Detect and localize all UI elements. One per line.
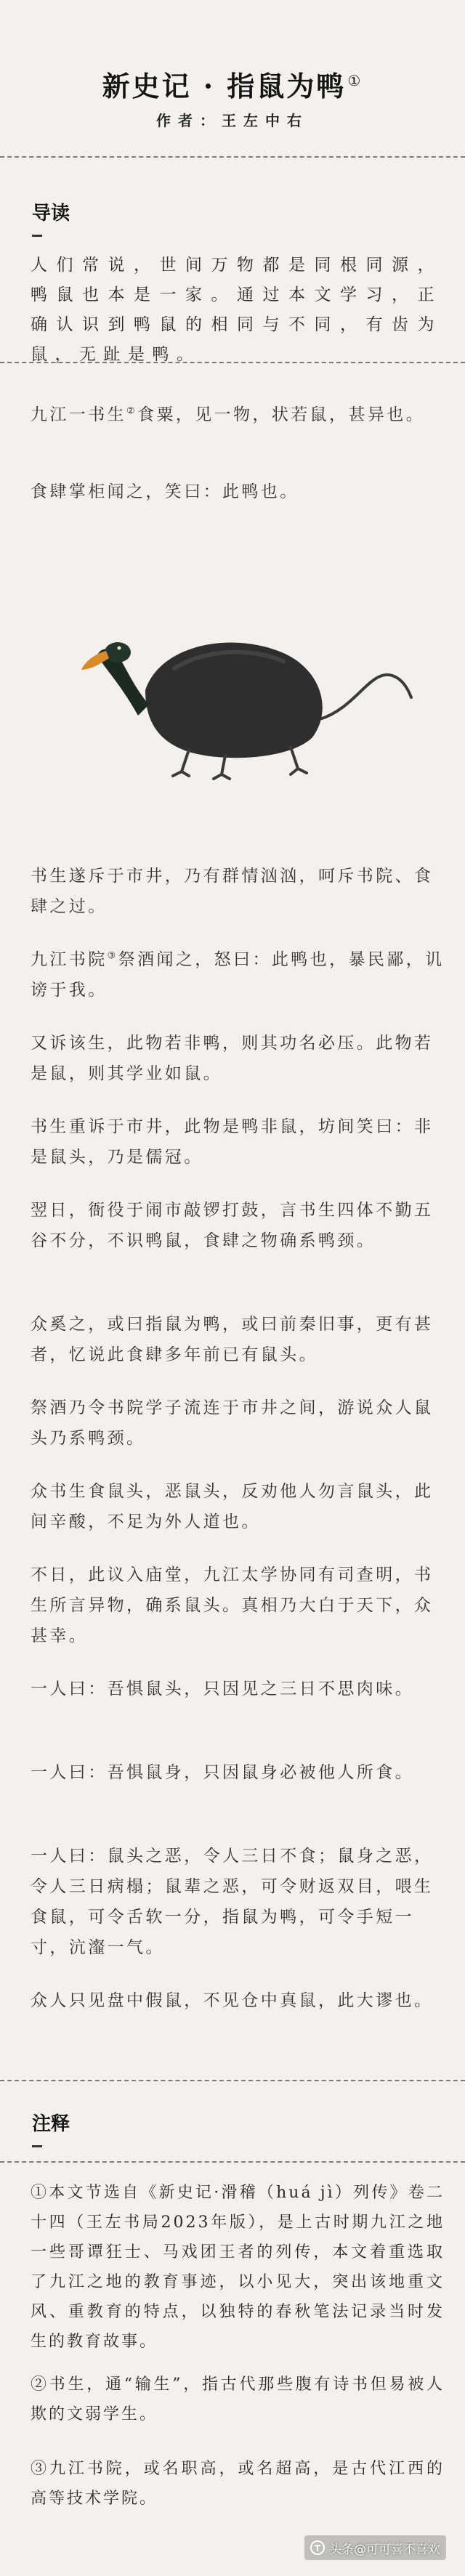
story-paragraph-10: 众书生食鼠头，恶鼠头，反劝他人勿言鼠头，此间辛酸，不足为外人道也。 — [31, 1482, 434, 1531]
story-paragraph-4 — [31, 944, 445, 1005]
story-paragraph-1 — [31, 400, 445, 430]
story-p1-text-b: 食粟，见一物，状若鼠，甚异也。 — [137, 405, 426, 424]
story-paragraph-5: 又诉该生，此物若非鸭，则其功名必压。此物若是鼠，则其学业如鼠。 — [31, 1034, 434, 1083]
platform-logo-icon — [310, 2540, 325, 2555]
story-paragraph-7: 翌日，衙役于闹市敲锣打鼓，言书生四体不勤五谷不分，不识鸭鼠，食肆之物确系鸭颈。 — [31, 1201, 434, 1250]
notes-heading — [32, 2109, 70, 2136]
story-p4-text-b: 祭酒闻之，怒曰：此鸭也，暴民鄙，讥谤于我。 — [31, 950, 445, 1000]
story-paragraph-8: 众奚之，或曰指鼠为鸭，或曰前秦旧事，更有甚者，忆说此食肆多年前已有鼠头。 — [31, 1315, 434, 1364]
story-paragraph-9: 祭酒乃令书院学子流连于市井之间，游说众人鼠头乃系鸭颈。 — [31, 1398, 434, 1448]
divider-notes — [0, 2080, 465, 2081]
story-paragraph-6: 书生重诉于市井，此物是鸭非鼠，坊间笑曰：非是鼠头，乃是儒冠。 — [31, 1117, 434, 1167]
footnote-ref-3: ③ — [107, 950, 118, 962]
intro-heading — [32, 198, 70, 225]
page-title — [0, 64, 465, 104]
story-p4-text-a: 九江书院 — [31, 950, 108, 969]
heading-underline-mark — [32, 235, 42, 237]
story-paragraph-12: 一人曰：吾惧鼠头，只因见之三日不思肉味。 — [31, 1680, 414, 1698]
story-paragraph-14: 一人曰：鼠头之恶，令人三日不食；鼠身之恶，令人三日病榻；鼠辈之恶，可令财返双目，喂生食鼠，可令舌软一分，指鼠为鸭，可令手短一寸，沆瀣一气。 — [31, 1847, 434, 1957]
note-3: ③九江书院，或名职高，或名超高，是古代江西的高等技术学院。 — [31, 2460, 445, 2508]
divider-notes-inner — [0, 2161, 465, 2163]
source-watermark — [304, 2535, 446, 2560]
note-1: ①本文节选自《新史记·滑稽（huá jì）列传》卷二十四（王左书局2023年版），是上古时期九江之地一些哥谭狂士、马戏团王者的列传，本文着重选取了九江之地的教育事迹，以小见大，突出该地重文风、重教育的特点，以独特的春秋笔法记录当时发生的教育故事。 — [31, 2184, 445, 2351]
footnote-ref-2: ② — [126, 405, 138, 417]
story-paragraph-13: 一人曰：吾惧鼠身，只因鼠身必被他人所食。 — [31, 1763, 414, 1782]
story-p1-text-a: 九江一书生 — [31, 405, 126, 424]
divider-top — [0, 156, 465, 158]
story-paragraph-15: 众人只见盘中假鼠，不见仓中真鼠，此大谬也。 — [31, 1991, 434, 2010]
author-line: 作者：王左中右 — [156, 112, 309, 129]
watermark-text: 头条@可可喜不喜欢 — [329, 2542, 440, 2557]
title-footnote-mark: ① — [347, 72, 363, 90]
story-paragraph-3: 书生遂斥于市井，乃有群情汹汹，呵斥书院、食肆之过。 — [31, 867, 434, 916]
heading-underline-mark — [32, 2145, 42, 2147]
story-paragraph-11: 不日，此议入庙堂，九江太学协同有司查明，书生所言异物，确系鼠头。真相乃大白于天下，众甚幸。 — [31, 1566, 434, 1645]
story-paragraph-2: 食肆掌柜闻之，笑曰：此鸭也。 — [31, 482, 299, 501]
divider-intro — [0, 362, 465, 363]
title-text: 新史记 · 指鼠为鸭 — [102, 70, 347, 102]
duck-rat-illustration — [80, 581, 414, 785]
intro-text: 人们常说，世间万物都是同根同源，鸭鼠也本是一家。通过本文学习，正确认识到鸭鼠的相同与不同，有齿为鼠，无趾是鸭。 — [31, 256, 442, 364]
notes-heading-text: 注释 — [32, 2113, 70, 2135]
note-2: ②书生，通“输生”，指古代那些腹有诗书但易被人欺的文弱学生。 — [31, 2375, 445, 2423]
intro-heading-text: 导读 — [32, 203, 70, 224]
